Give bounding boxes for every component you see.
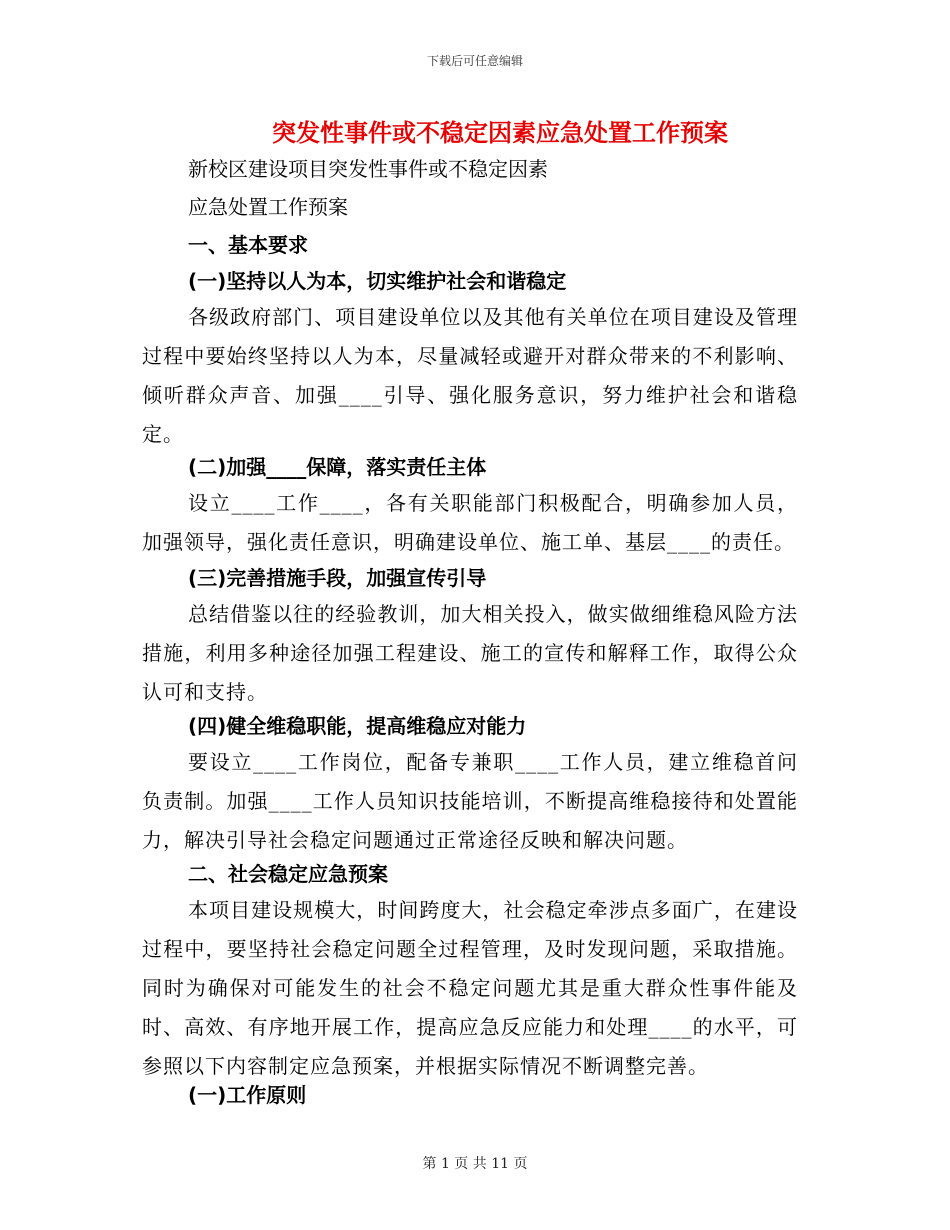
section-2-heading: 二、社会稳定应急预案 (188, 862, 388, 886)
section-2-text: 本项目建设规模大，时间跨度大，社会稳定牵涉点多面广，在建设过程中，要坚持社会稳定问题全过程管理，及时发现问题，采取措施。同时为确保对可能发生的社会不稳定问题尤其是重大群众性事件能及时、高效、有序地开展工作，提高应急反应能力和处理____的水平，可参照以下内容制定应急预案，并根据实际情况不断调整完善。 (142, 898, 798, 1078)
subsection-3-heading: (三)完善措施手段，加强宣传引导 (188, 566, 487, 590)
subsection-2-heading: (二)加强____保障，落实责任主体 (188, 455, 487, 479)
header-note: 下载后可任意编辑 (426, 54, 523, 68)
subtitle-line-2: 应急处置工作预案 (188, 195, 348, 219)
subsection-1-text: 各级政府部门、项目建设单位以及其他有关单位在项目建设及管理过程中要始终坚持以人为本，尽量减轻或避开对群众带来的不利影响、倾听群众声音、加强____引导、强化服务意识，努力维护社会和谐稳定。 (142, 305, 798, 446)
section-2-subsection-1-heading: (一)工作原则 (188, 1083, 307, 1107)
subsection-4-heading: (四)健全维稳职能，提高维稳应对能力 (188, 714, 527, 738)
subtitle-line-1: 新校区建设项目突发性事件或不稳定因素 (188, 157, 548, 181)
document-title: 突发性事件或不稳定因素应急处置工作预案 (272, 119, 728, 147)
subsection-1-heading: (一)坚持以人为本，切实维护社会和谐稳定 (188, 269, 567, 293)
subsection-4-text: 要设立____工作岗位，配备专兼职____工作人员，建立维稳首问负责制。加强____工作人员知识技能培训，不断提高维稳接待和处置能力，解决引导社会稳定问题通过正常途径反映和解决问题。 (142, 750, 798, 852)
subsection-2-text: 设立____工作____，各有关职能部门积极配合，明确参加人员，加强领导，强化责任意识，明确建设单位、施工单、基层____的责任。 (142, 491, 798, 554)
section-1-heading: 一、基本要求 (188, 233, 308, 257)
page-footer: 第 1 页 共 11 页 (422, 1156, 528, 1172)
subsection-3-text: 总结借鉴以往的经验教训，加大相关投入，做实做细维稳风险方法措施，利用多种途径加强工程建设、施工的宣传和解释工作，取得公众认可和支持。 (142, 602, 798, 704)
